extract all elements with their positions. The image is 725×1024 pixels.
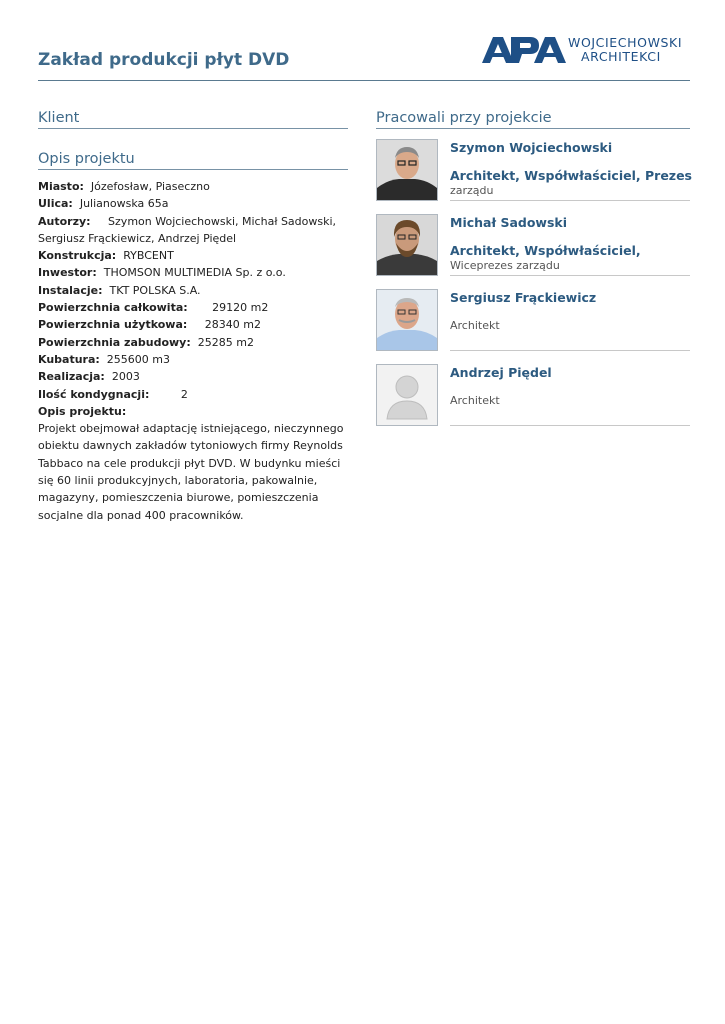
detail-realization: Realizacja: 2003 (38, 370, 140, 384)
person-details (450, 214, 690, 276)
detail-usable-area: Powierzchnia użytkowa: 28340 m2 (38, 318, 261, 332)
team-member (376, 214, 690, 289)
project-info-column (38, 110, 348, 524)
detail-floors: Ilość kondygnacji: 2 (38, 387, 188, 401)
detail-cubature: Kubatura: 255600 m3 (38, 352, 170, 366)
person-photo-icon (376, 289, 438, 351)
person-name: Szymon Wojciechowski (450, 140, 613, 155)
project-description-heading: Opis projektu (38, 151, 348, 170)
person-name: Andrzej Piędel (450, 365, 552, 380)
person-role: Architekt, Współwłaściciel, Prezes (450, 168, 692, 183)
project-details (38, 178, 348, 524)
person-name: Michał Sadowski (450, 215, 568, 230)
person-role-continued: zarządu (450, 184, 494, 197)
person-role: Architekt, Współwłaściciel, (450, 243, 641, 258)
project-description-text: Projekt obejmował adaptację istniejącego, nieczynnego obiektu dawnych zakładów tytoniowych firmy Reynolds Tabbaco na cele produkcji płyt DVD. W budynku mieści się 60 linii produkcyjnych, laboratoria, pakowalnie, magazyny, pomieszczenia biurowe, pomieszczenia socjalne dla ponad 400 pracowników. (38, 422, 344, 522)
page-title: Zakład produkcji płyt DVD (38, 50, 290, 70)
detail-installations: Instalacje: TKT POLSKA S.A. (38, 283, 201, 297)
detail-city: Miasto: Józefosław, Piaseczno (38, 180, 210, 193)
logo-line-2: ARCHITEKCI (581, 49, 661, 64)
detail-built-area: Powierzchnia zabudowy: 25285 m2 (38, 335, 254, 349)
team-member (376, 289, 690, 364)
page-header (38, 0, 690, 81)
team-member (376, 364, 690, 439)
person-details (450, 364, 690, 426)
person-details (450, 139, 690, 201)
person-role: Architekt (450, 319, 500, 332)
avatar-placeholder-icon (376, 364, 438, 426)
person-role: Architekt (450, 394, 500, 407)
apa-logo-icon (482, 36, 566, 64)
description-label-row (38, 403, 348, 420)
logo-line-1: WOJCIECHOWSKI (568, 35, 683, 50)
description-label: Opis projektu: (38, 404, 127, 418)
person-role-continued: Wiceprezes zarządu (450, 259, 560, 272)
detail-street: Ulica: Julianowska 65a (38, 197, 169, 211)
person-photo-icon (376, 214, 438, 276)
person-photo-icon (376, 139, 438, 201)
logo-wordmark (568, 36, 682, 64)
client-heading: Klient (38, 110, 348, 129)
detail-investor: Inwestor: THOMSON MULTIMEDIA Sp. z o.o. (38, 266, 286, 280)
company-logo (482, 36, 690, 66)
person-name: Sergiusz Frąckiewicz (450, 290, 597, 305)
team-member (376, 139, 690, 214)
detail-authors: Autorzy: Szymon Wojciechowski, Michał Sadowski, Sergiusz Frąckiewicz, Andrzej Piędel (38, 214, 337, 245)
detail-structure: Konstrukcja: RYBCENT (38, 249, 174, 263)
detail-total-area: Powierzchnia całkowita: 29120 m2 (38, 301, 269, 315)
team-heading: Pracowali przy projekcie (376, 110, 690, 129)
team-column (376, 110, 690, 439)
person-details (450, 289, 690, 351)
